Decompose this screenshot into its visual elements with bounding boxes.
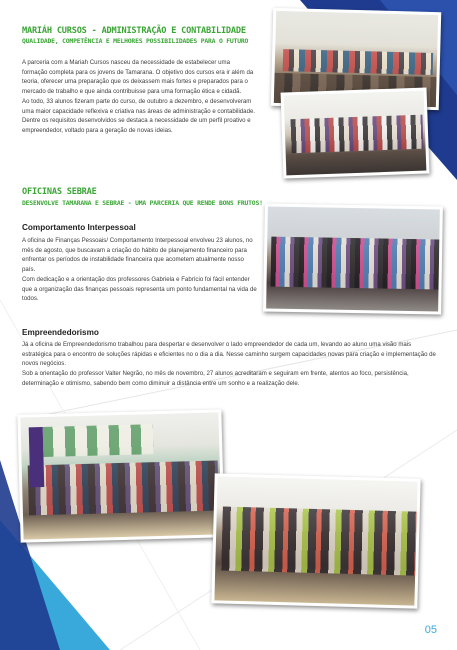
photo-sebrae-group — [263, 203, 443, 314]
sub2-title: Empreendedorismo — [22, 328, 99, 337]
photo-classroom-seated — [17, 409, 224, 542]
photo-certificates-group — [281, 87, 430, 178]
photo-students-desks — [211, 473, 420, 608]
section1-body: A parceria com a Mariah Cursos nasceu da necessidade de estabelecer uma formação completa para os jovens de Tamarana. O objetivo dos cursos era ir além da teoria, oferecer uma preparação que os deixassem mais fortes e preparados para o mercado de trabalho e que ainda contribuisse para uma formação ética e cidadã. Ao todo, 33 alunos fizeram parte do curso, de outubro a dezembro, e desenvolveram uma maior capacidade reflexiva e criativa nas áreas de administração e contabilidade. Dentre os requisitos desenvolvidos se destaca a necessidade de um perfil proativo e empreendedor, voltado para a geração de novas ideias. — [22, 59, 256, 134]
section2-title: OFICINAS SEBRAE — [22, 187, 97, 197]
sub1-body: A oficina de Finanças Pessoais/ Comportamento Interpessoal envolveu 23 alunos, no mês de agosto, que buscavam a criação do hábito de planejamento financeiro para enfrentar os períodos de instabilidade financeira que acometem atualmente nosso país. Com dedicação e a orientação dos professores Gabriela e Fabrício foi fácil entender que a organização das finanças pessoais representa um ponto fundamental na vida de todos. — [22, 237, 257, 303]
section2-subtitle: DESENVOLVE TAMARANA E SEBRAE - UMA PARCERIA QUE RENDE BONS FRUTOS! — [22, 199, 263, 207]
section1-title: MARIÁH CURSOS - ADMINISTRAÇÃO E CONTABILIDADE — [22, 26, 246, 36]
sub2-body: Já a oficina de Empreendedorismo trabalhou para despertar e desenvolver o lado empreendedor de cada um, levando ao aluno uma visão mais estratégica para o encontro de soluções rápidas e eficientes no o dia a dia. Nesse caminho surgem capacidades novas para criação e implementação de novos negócios. Sob a orientação do professor Valter Negrão, no mês de novembro, 27 alunos acreditaram e seguiram em frente, atentos ao foco, persistência, determinação e otimismo, sabendo bem como diminuir a distância entre um sonho e a realização dele. — [22, 341, 436, 387]
sub1-title: Comportamento Interpessoal — [22, 223, 136, 232]
section1-subtitle: QUALIDADE, COMPETÊNCIA E MELHORES POSSIBILIDADES PARA O FUTURO — [22, 37, 249, 45]
page-number: 05 — [424, 624, 437, 636]
